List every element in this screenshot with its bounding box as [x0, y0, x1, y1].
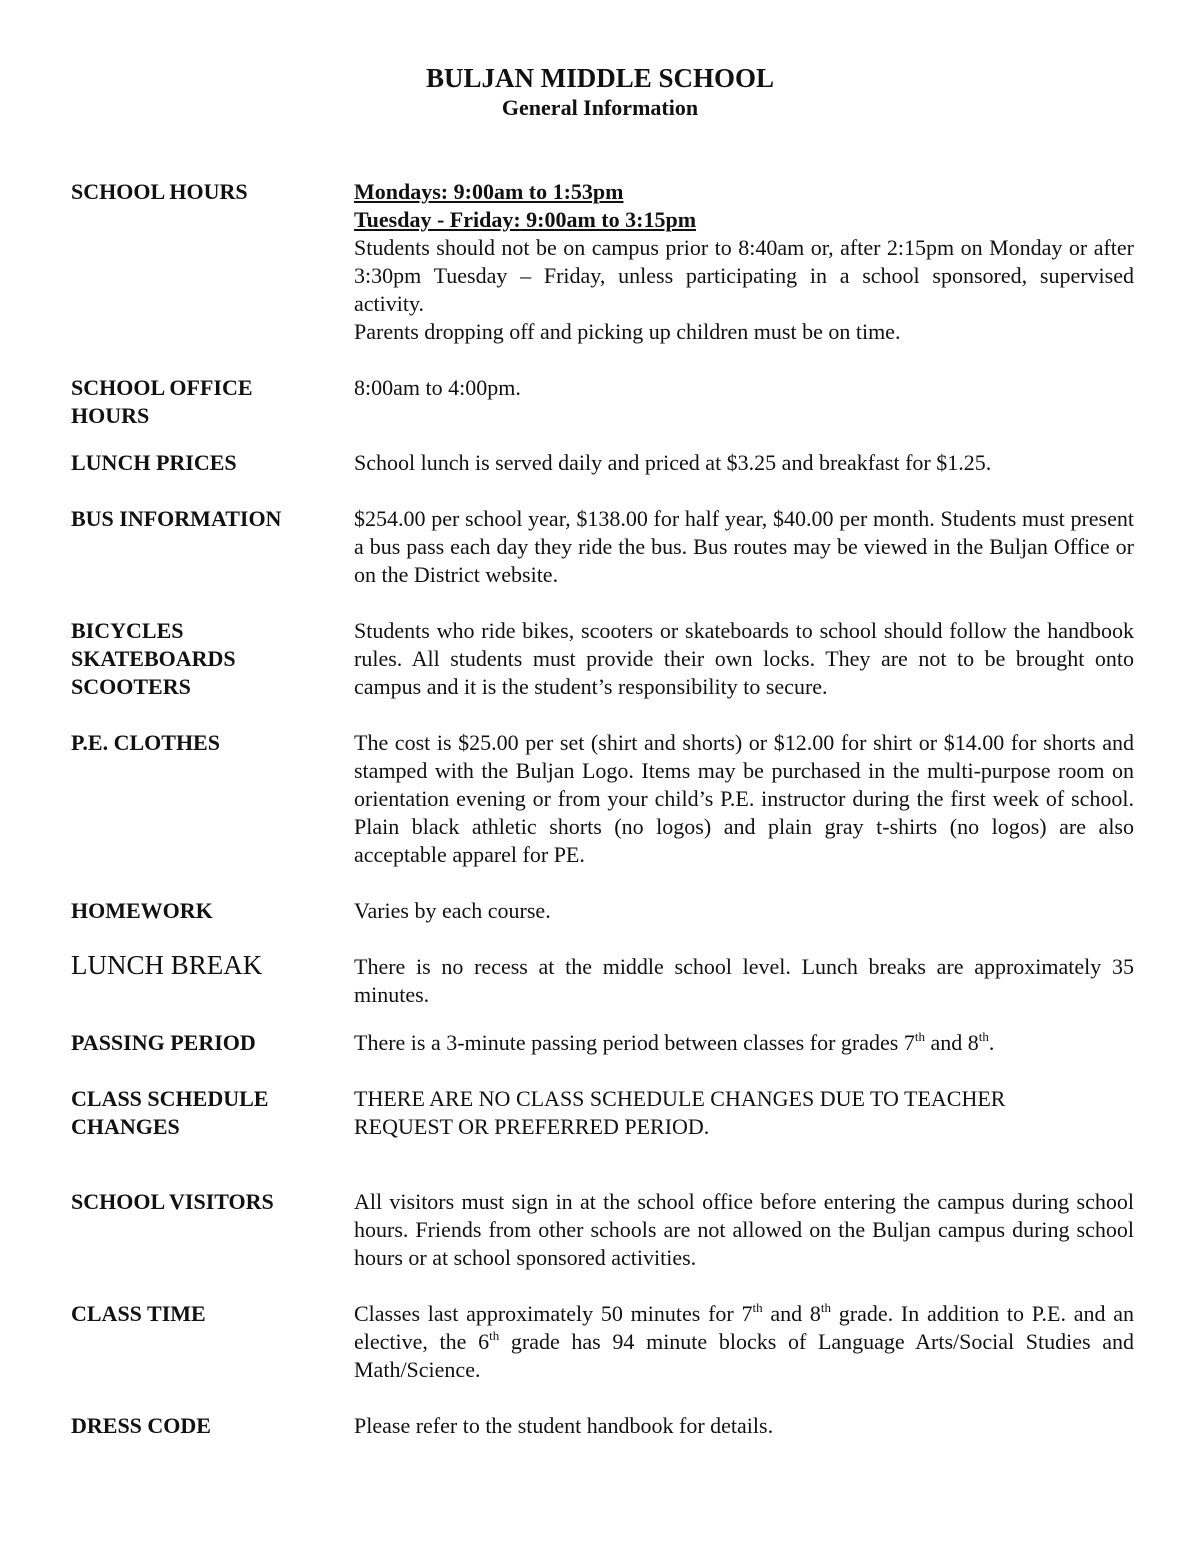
schedule-line: REQUEST OR PREFERRED PERIOD.: [354, 1114, 710, 1139]
lunch-prices-text: School lunch is served daily and priced at $3.25 and breakfast for $1.25.: [354, 450, 992, 475]
section-label: SCHOOL HOURS: [71, 179, 248, 204]
section-body: [354, 1412, 1134, 1440]
section-label: HOMEWORK: [71, 898, 213, 923]
section-label: [71, 617, 341, 701]
text-part: and 8: [762, 1301, 821, 1326]
text-part: Classes last approximately 50 minutes for 7: [354, 1301, 753, 1326]
homework-text: Varies by each course.: [354, 898, 551, 923]
campus-time-note: Students should not be on campus prior to 8:40am or, after 2:15pm on Monday or after 3:30pm Tuesday – Friday, unless participating in a school sponsored, supervised activity.: [354, 235, 1134, 316]
passing-period-text: [354, 1029, 1134, 1057]
section-label: SCHOOL VISITORS: [71, 1189, 274, 1214]
pe-clothes-text: The cost is $25.00 per set (shirt and shorts) or $12.00 for shirt or $14.00 for shorts and stamped with the Buljan Logo. Items may be purchased in the multi-purpose room on orientation evening or from your child’s P.E. instructor during the first week of school. Plain black athletic shorts (no logos) and plain gray t-shirts (no logos) are also acceptable apparel for PE.: [354, 730, 1134, 867]
text-part: .: [988, 1030, 995, 1055]
section-label-line: BICYCLES: [71, 618, 184, 643]
section-body: [354, 449, 1134, 477]
text-part: grade has 94 minute blocks of Language Arts/Social Studies and Math/Science.: [354, 1329, 1134, 1382]
section-label: CLASS TIME: [71, 1301, 206, 1326]
section-body: [354, 505, 1134, 589]
section-body: [354, 897, 1134, 925]
section-label: DRESS CODE: [71, 1413, 211, 1438]
section-body: [354, 617, 1134, 701]
section-body: [354, 1085, 1134, 1141]
page-title: BULJAN MIDDLE SCHOOL: [425, 63, 775, 93]
section-label: P.E. CLOTHES: [71, 730, 220, 755]
text-part: There is a 3-minute passing period between classes for grades 7: [354, 1030, 915, 1055]
class-time-text: [354, 1300, 1134, 1384]
section-label-line: SKATEBOARDS: [71, 646, 236, 671]
text-part: grade. In addition to P.E. and an elective, the 6: [354, 1301, 1135, 1354]
office-hours-text: 8:00am to 4:00pm.: [354, 375, 521, 400]
parents-note: Parents dropping off and picking up children must be on time.: [354, 319, 901, 344]
text-part: and 8: [924, 1030, 979, 1055]
ordinal-suffix: th: [914, 1029, 925, 1044]
bicycles-text: Students who ride bikes, scooters or skateboards to school should follow the handbook rules. All students must provide their own locks. They are not to be brought onto campus and it is the student’s responsibility to secure.: [354, 618, 1134, 699]
section-label: [71, 374, 341, 430]
section-body: [354, 1029, 1134, 1057]
page-subtitle: General Information: [501, 95, 699, 120]
ordinal-suffix: th: [978, 1029, 989, 1044]
schedule-line: THERE ARE NO CLASS SCHEDULE CHANGES DUE TO TEACHER: [354, 1086, 1006, 1111]
dress-code-text: Please refer to the student handbook for details.: [354, 1413, 774, 1438]
ordinal-suffix: th: [752, 1300, 763, 1315]
section-label-line: SCOOTERS: [71, 674, 191, 699]
section-label-line: HOURS: [71, 403, 150, 428]
section-label: BUS INFORMATION: [71, 506, 282, 531]
section-label-line: CHANGES: [71, 1114, 180, 1139]
section-label-line: CLASS SCHEDULE: [71, 1086, 269, 1111]
tuesday-friday-hours: Tuesday - Friday: 9:00am to 3:15pm: [354, 207, 697, 232]
section-label: PASSING PERIOD: [71, 1030, 256, 1055]
section-body: [354, 953, 1134, 1009]
bus-information-text: $254.00 per school year, $138.00 for half year, $40.00 per month. Students must present a bus pass each day they ride the bus. Bus routes may be viewed in the Buljan Office or on the District website.: [354, 506, 1134, 587]
lunch-break-text: There is no recess at the middle school level. Lunch breaks are approximately 35 minutes.: [354, 954, 1134, 1007]
section-body: [354, 729, 1134, 869]
monday-hours: Mondays: 9:00am to 1:53pm: [354, 179, 624, 204]
ordinal-suffix: th: [489, 1328, 500, 1343]
section-label: [71, 1085, 341, 1141]
section-body: [354, 374, 1134, 402]
ordinal-suffix: th: [820, 1300, 832, 1315]
section-label: LUNCH BREAK: [71, 950, 263, 980]
section-body: [354, 1300, 1134, 1384]
section-label: LUNCH PRICES: [71, 450, 237, 475]
section-body: [354, 178, 1134, 346]
section-label-line: SCHOOL OFFICE: [71, 375, 253, 400]
section-body: [354, 1188, 1134, 1272]
school-visitors-text: All visitors must sign in at the school office before entering the campus during school hours. Friends from other schools are not allowed on the Buljan campus during school hours or at school sponsored activities.: [354, 1189, 1134, 1270]
